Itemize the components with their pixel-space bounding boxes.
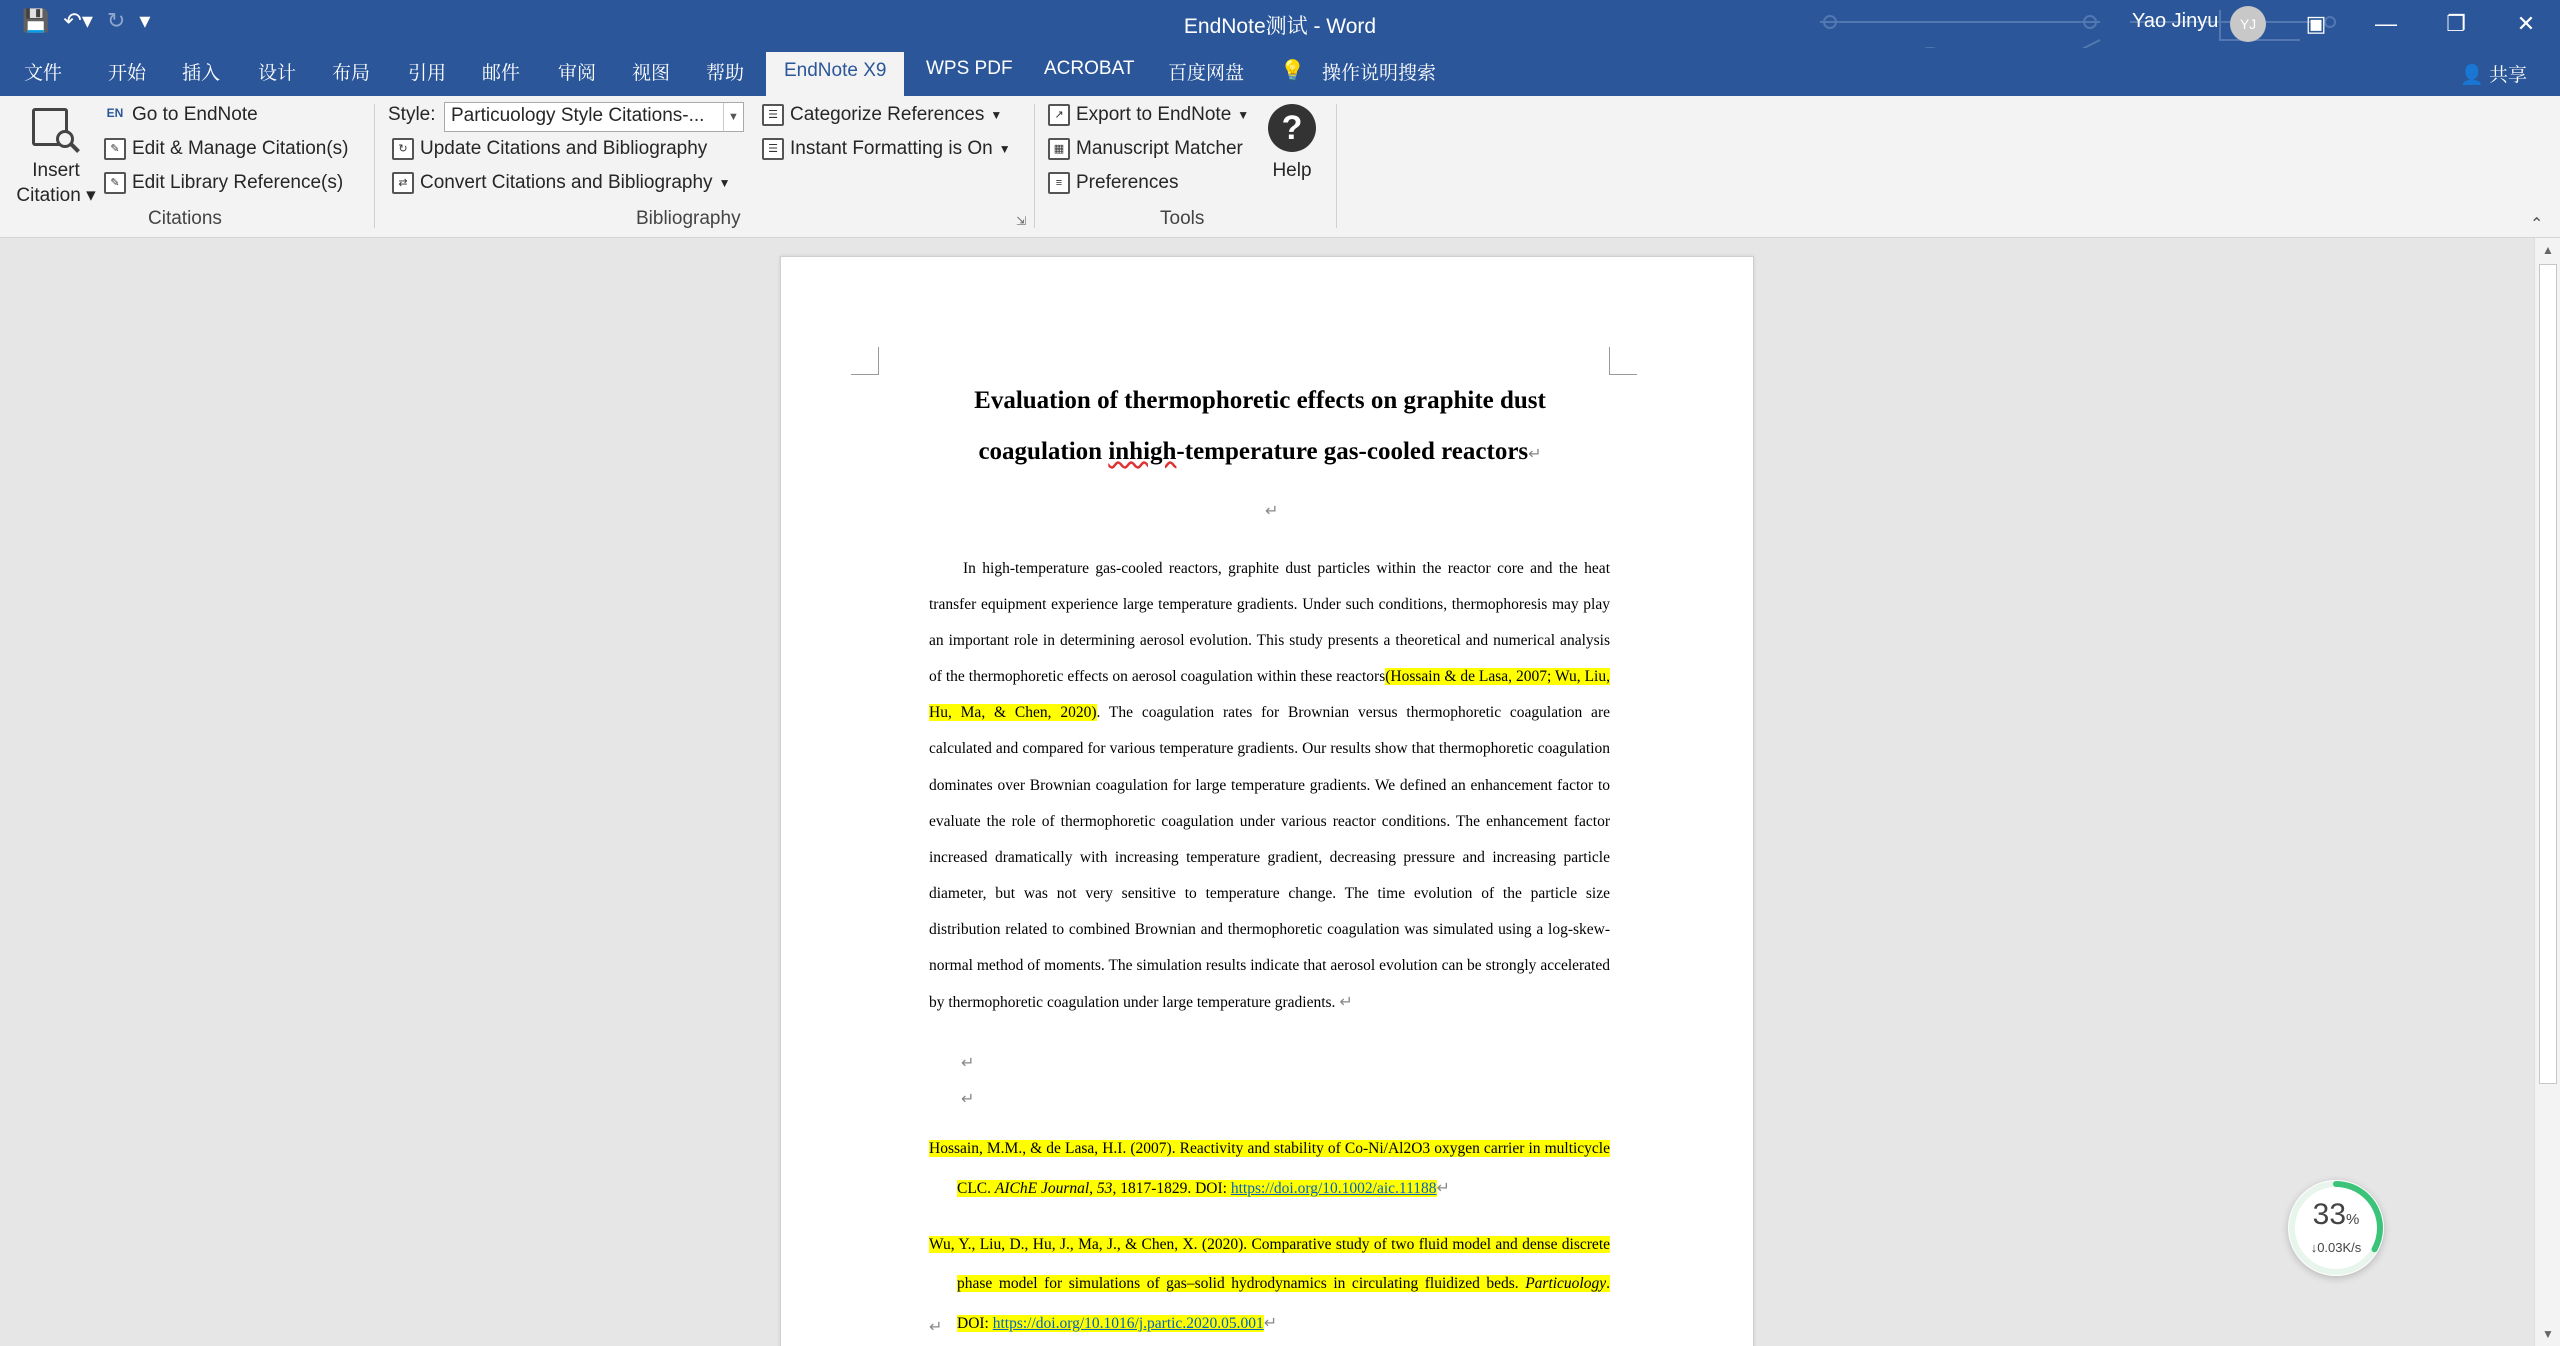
title-bar [0, 0, 2560, 48]
edit-library-references-label: Edit Library Reference(s) [132, 172, 344, 193]
document-page[interactable] [780, 256, 1754, 1346]
download-speed: ↓0.03K/s [2310, 1240, 2362, 1255]
scrollbar-thumb[interactable] [2539, 264, 2557, 1084]
scroll-up-icon[interactable]: ▲ [2542, 243, 2554, 257]
update-icon: ↻ [392, 138, 414, 160]
tell-me-search[interactable]: 操作说明搜索 [1322, 63, 1437, 84]
bibliography-entry[interactable] [929, 1129, 1610, 1208]
memory-percent: 33% [2312, 1198, 2360, 1231]
ribbon-tabs [0, 48, 2560, 96]
categorize-references-label: Categorize References [790, 104, 985, 125]
insert-citation-icon [30, 106, 78, 154]
chevron-down-icon: ▼ [718, 176, 731, 190]
network-speed-widget[interactable] [2288, 1180, 2384, 1276]
convert-citations-label: Convert Citations and Bibliography [420, 172, 713, 193]
reference-journal: AIChE Journal, 53 [994, 1180, 1113, 1197]
group-separator [374, 104, 375, 228]
paragraph-mark-icon: ↵ [929, 1317, 943, 1336]
reference-text: , 1817-1829. DOI: [1112, 1180, 1231, 1197]
share-label: 共享 [2488, 65, 2527, 86]
edit-library-references-button[interactable] [104, 172, 343, 194]
abstract-paragraph[interactable] [929, 551, 1610, 1021]
export-icon: ↗ [1048, 104, 1070, 126]
tab-view[interactable]: 视图 [632, 63, 671, 84]
manuscript-matcher-label: Manuscript Matcher [1076, 138, 1243, 159]
close-icon[interactable]: ✕ [2516, 11, 2536, 36]
reference-text: Wu, Y., Liu, D., Hu, J., Ma, J., & Chen, X. (2020). Comparative study of two fluid model and dense discrete phase model for simulations of gas–solid hydrodynamics in circulating fluidized beds. [929, 1236, 1610, 1292]
go-to-endnote-button[interactable] [104, 104, 258, 126]
document-title[interactable] [919, 375, 1601, 479]
help-question-icon: ? [1268, 104, 1316, 152]
bibliography-group-label: Bibliography [636, 208, 741, 229]
title-text: Evaluation of thermophoretic effects on graphite dust coagulation [974, 387, 1546, 465]
save-icon[interactable]: 💾 [22, 8, 50, 33]
title-text: -temperature gas-cooled reactors [1176, 438, 1529, 465]
tab-file[interactable]: 文件 [24, 63, 63, 84]
tab-mailings[interactable]: 邮件 [482, 63, 521, 84]
paragraph-mark-icon: ↵ [1339, 992, 1353, 1012]
chevron-down-icon: ▼ [1237, 108, 1250, 122]
instant-formatting-label: Instant Formatting is On [790, 138, 993, 159]
tab-design[interactable]: 设计 [258, 63, 297, 84]
tab-layout[interactable]: 布局 [332, 63, 371, 84]
export-to-endnote-label: Export to EndNote [1076, 104, 1232, 125]
tab-wps-pdf[interactable]: WPS PDF [926, 58, 1013, 79]
person-icon: 👤 [2460, 65, 2484, 86]
style-select-value: Particuology Style Citations-... [451, 105, 705, 126]
abstract-text: . The coagulation rates for Brownian versus thermophoretic coagulation are calculated and compared for various temperature gradients. Our results show that thermophoretic coagulation dominates over Brownian coagulation for large temperature gradients. We defined an enhancement factor to evaluate the role of thermophoretic coagulation under various reactor conditions. The enhancement factor increased dramatically with increasing temperature gradient, decreasing pressure and increasing particle diameter, but was not very sensitive to temperature change. The time evolution of the particle size distribution related to combined Brownian and thermophoretic coagulation was simulated using a log-skew-normal method of moments. The simulation results indicate that aerosol evolution can be strongly accelerated by thermophoretic coagulation under large temperature gradients. [929, 704, 1610, 1012]
reference-text: . DOI: [957, 1275, 1610, 1332]
tab-baidu-netdisk[interactable]: 百度网盘 [1168, 63, 1245, 84]
doi-link[interactable]: https://doi.org/10.1016/j.partic.2020.05.001 [992, 1315, 1264, 1332]
redo-icon[interactable]: ↻ [106, 8, 126, 33]
group-separator [1336, 104, 1337, 228]
instant-formatting-button[interactable] [762, 138, 1011, 160]
document-canvas [0, 238, 2534, 1346]
scroll-down-icon[interactable]: ▼ [2542, 1327, 2554, 1341]
paragraph-mark-icon: ↵ [1436, 1178, 1450, 1197]
bibliography-entry[interactable] [929, 1225, 1610, 1343]
minimize-icon[interactable]: — [2375, 11, 2397, 36]
insert-citation-button[interactable] [8, 104, 104, 204]
in-text-citation[interactable]: (Hossain & de Lasa, 2007; Wu, Liu, Hu, Ma, & Chen, 2020) [929, 668, 1610, 722]
edit-manage-citations-label: Edit & Manage Citation(s) [132, 138, 349, 159]
convert-citations-button[interactable] [392, 172, 730, 194]
chevron-down-icon: ▼ [998, 142, 1011, 156]
undo-icon[interactable]: ↶▾ [63, 8, 93, 33]
go-to-endnote-label: Go to EndNote [132, 104, 258, 125]
citations-group-label: Citations [148, 208, 222, 229]
chevron-down-icon: ▼ [990, 108, 1003, 122]
tab-review[interactable]: 审阅 [558, 63, 597, 84]
manuscript-matcher-button[interactable] [1048, 138, 1243, 160]
reference-journal: Particuology [1525, 1275, 1607, 1292]
avatar[interactable]: YJ [2230, 6, 2266, 42]
update-citations-button[interactable] [392, 138, 707, 160]
user-name[interactable]: Yao Jinyu [2132, 10, 2219, 32]
preferences-button[interactable] [1048, 172, 1178, 194]
help-button[interactable] [1256, 100, 1328, 200]
doi-link[interactable]: https://doi.org/10.1002/aic.11188 [1230, 1180, 1437, 1197]
instant-formatting-icon: ☰ [762, 138, 784, 160]
tab-endnote[interactable]: EndNote X9 [766, 52, 904, 96]
ribbon-endnote [0, 96, 2560, 238]
group-separator [1034, 104, 1035, 228]
share-button[interactable] [2460, 60, 2527, 87]
paragraph-mark-icon: ↵ [961, 1053, 975, 1072]
customize-toolbar-icon[interactable]: ▾ [139, 8, 151, 33]
spelling-error-word[interactable]: inhigh [1108, 438, 1177, 465]
tab-help[interactable]: 帮助 [706, 63, 745, 84]
insert-citation-label-2: Citation ▾ [16, 185, 96, 206]
categorize-icon: ☰ [762, 104, 784, 126]
convert-icon: ⇄ [392, 172, 414, 194]
tab-references[interactable]: 引用 [408, 63, 447, 84]
style-label: Style: [388, 104, 436, 125]
edit-citations-icon: ✎ [104, 138, 126, 160]
endnote-logo-icon: EN [106, 106, 124, 120]
lightbulb-icon[interactable]: 💡 [1280, 60, 1305, 82]
reference-text: Hossain, M.M., & de Lasa, H.I. (2007). Reactivity and stability of Co-Ni/Al2O3 oxygen carrier in multicycle CLC. [929, 1140, 1610, 1197]
vertical-scrollbar[interactable] [2534, 238, 2560, 1346]
update-citations-label: Update Citations and Bibliography [420, 138, 708, 159]
chevron-down-icon[interactable]: ▼ [723, 103, 743, 131]
window-title: EndNote测试 - Word [1183, 15, 1377, 38]
help-label: Help [1272, 160, 1312, 181]
preferences-sliders-icon: ≡ [1048, 172, 1070, 194]
preferences-label: Preferences [1076, 172, 1179, 193]
tab-acrobat[interactable]: ACROBAT [1044, 58, 1135, 79]
abstract-text: In high-temperature gas-cooled reactors, graphite dust particles within the reactor core and the heat transfer equipment experience large temperature gradients. Under such conditions, thermophoresis may play an important role in determining aerosol evolution. This study presents a theoretical and numerical analysis of the thermophoretic effects on aerosol coagulation within these reactors [929, 560, 1610, 686]
export-to-endnote-button[interactable] [1048, 104, 1249, 126]
margin-marker [851, 347, 879, 375]
paragraph-mark-icon: ↵ [1263, 1313, 1278, 1332]
paragraph-mark-icon: ↵ [1528, 444, 1542, 463]
categorize-references-button[interactable] [762, 104, 1002, 126]
tab-insert[interactable]: 插入 [182, 63, 221, 84]
tools-group-label: Tools [1160, 208, 1205, 229]
margin-marker [1609, 347, 1637, 375]
style-select[interactable] [444, 102, 744, 132]
restore-icon[interactable]: ❐ [2446, 11, 2466, 36]
paragraph-mark-icon: ↵ [1265, 501, 1279, 520]
paragraph-mark-icon: ↵ [961, 1089, 975, 1108]
edit-library-icon: ✎ [104, 172, 126, 194]
ribbon-display-options-icon[interactable]: ▣ [2305, 11, 2327, 36]
insert-citation-label-1: Insert [32, 160, 80, 181]
edit-manage-citations-button[interactable] [104, 138, 349, 160]
tab-home[interactable]: 开始 [108, 63, 147, 84]
manuscript-matcher-icon: ▦ [1048, 138, 1070, 160]
dialog-launcher-icon[interactable]: ⇲ [1016, 214, 1027, 228]
collapse-ribbon-icon[interactable]: ⌃ [2530, 216, 2544, 233]
